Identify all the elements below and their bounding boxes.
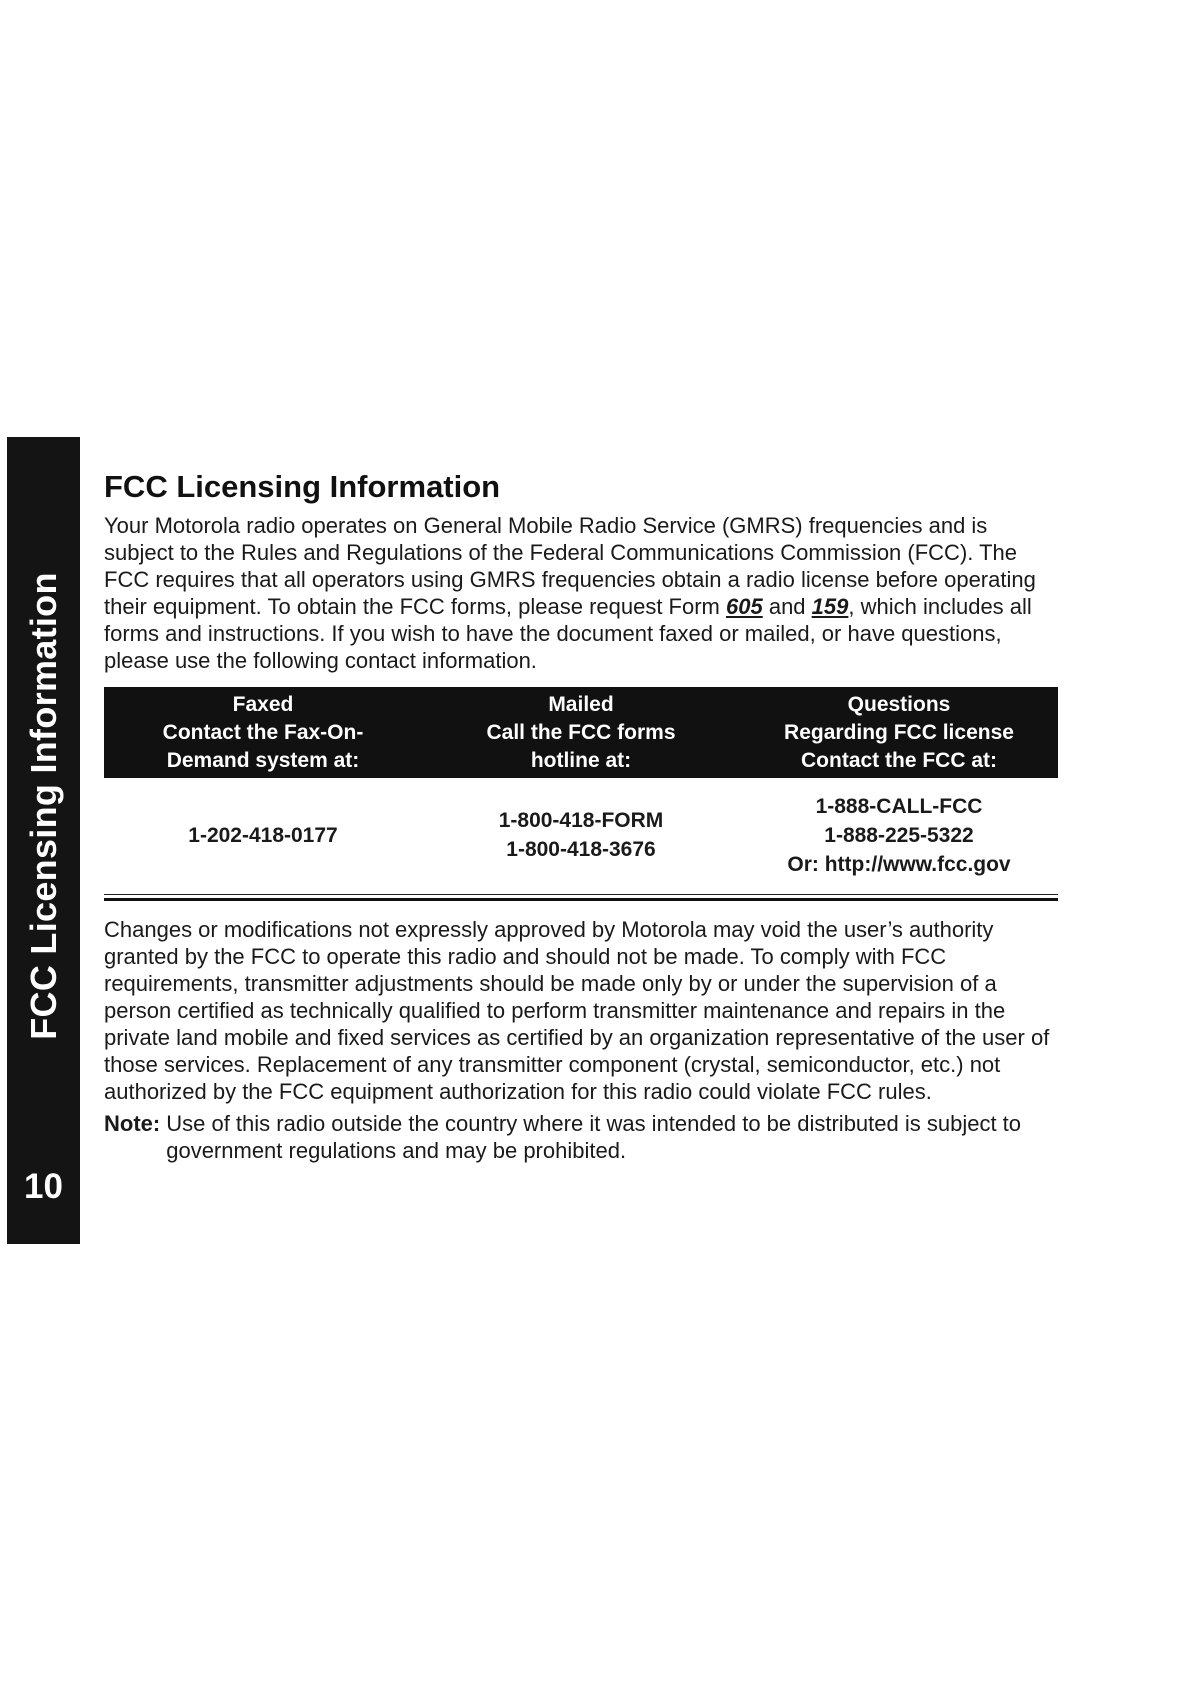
fcc-phone-letters: 1-888-CALL-FCC	[815, 794, 983, 818]
table-divider-thick	[104, 898, 1058, 901]
intro-paragraph	[104, 512, 1059, 674]
header-questions-line3: Contact the FCC at:	[801, 748, 997, 772]
intro-text-3: , which includes all forms and instructions. If you wish to have the document faxed or mailed, or have questions, please use the following contact information.	[104, 594, 1032, 673]
side-tab-title: FCC Licensing Information	[22, 572, 64, 1040]
header-questions-line2: Regarding FCC license	[784, 720, 1014, 744]
header-questions-line1: Questions	[847, 692, 951, 716]
fcc-website: Or: http://www.fcc.gov	[787, 852, 1011, 876]
contact-table	[104, 687, 1058, 901]
contact-table-header	[104, 687, 1058, 778]
header-mailed-line2: Call the FCC forms	[486, 720, 676, 744]
header-questions	[740, 687, 1058, 778]
header-faxed-line3: Demand system at:	[166, 748, 360, 772]
table-divider-thin	[104, 894, 1058, 895]
note-text: Use of this radio outside the country where it was intended to be distributed is subject to government regulations and may be prohibited.	[166, 1111, 1022, 1163]
section-side-tab	[7, 437, 80, 1244]
intro-text-2: and	[762, 594, 812, 619]
cell-faxed	[104, 778, 422, 892]
note-block	[104, 1110, 1066, 1164]
note-label: Note:	[104, 1111, 161, 1136]
fcc-phone-number: 1-888-225-5322	[824, 823, 974, 847]
page-number: 10	[24, 1167, 63, 1206]
form-605-reference: 605	[726, 594, 763, 619]
form-159-reference: 159	[811, 594, 849, 619]
contact-table-row	[104, 778, 1058, 892]
header-mailed-line1: Mailed	[548, 692, 614, 716]
header-faxed	[104, 687, 422, 778]
forms-hotline-number: 1-800-418-3676	[506, 838, 656, 861]
cell-mailed	[422, 778, 740, 892]
fax-number: 1-202-418-0177	[188, 823, 338, 847]
header-faxed-line2: Contact the Fax-On-	[162, 720, 364, 744]
intro-text-1: Your Motorola radio operates on General Mobile Radio Service (GMRS) frequencies and is subject to the Rules and Regulations of the Federal Communications Commission (FCC). The FCC requires that all operators using GMRS frequencies obtain a radio license before operating their equipment. To obtain the FCC forms, please request Form	[104, 513, 1036, 619]
page-title: FCC Licensing Information	[104, 469, 501, 504]
disclaimer-paragraph: Changes or modifications not expressly approved by Motorola may void the user’s authority granted by the FCC to operate this radio and should not be made. To comply with FCC requirements, transmitter adjustments should be made only by or under the supervision of a person certified as technically qualified to perform transmitter maintenance and repairs in the private land mobile and fixed services as certified by an organization representative of the user of those services. Replacement of any transmitter component (crystal, semiconductor, etc.) not authorized by the FCC equipment authorization for this radio could violate FCC rules.	[104, 917, 1050, 1104]
header-mailed	[422, 687, 740, 778]
cell-questions	[740, 778, 1058, 892]
header-mailed-line3: hotline at:	[530, 748, 632, 772]
forms-hotline-letters: 1-800-418-FORM	[498, 809, 664, 832]
page-content	[104, 468, 1066, 1164]
header-faxed-line1: Faxed	[232, 692, 294, 716]
